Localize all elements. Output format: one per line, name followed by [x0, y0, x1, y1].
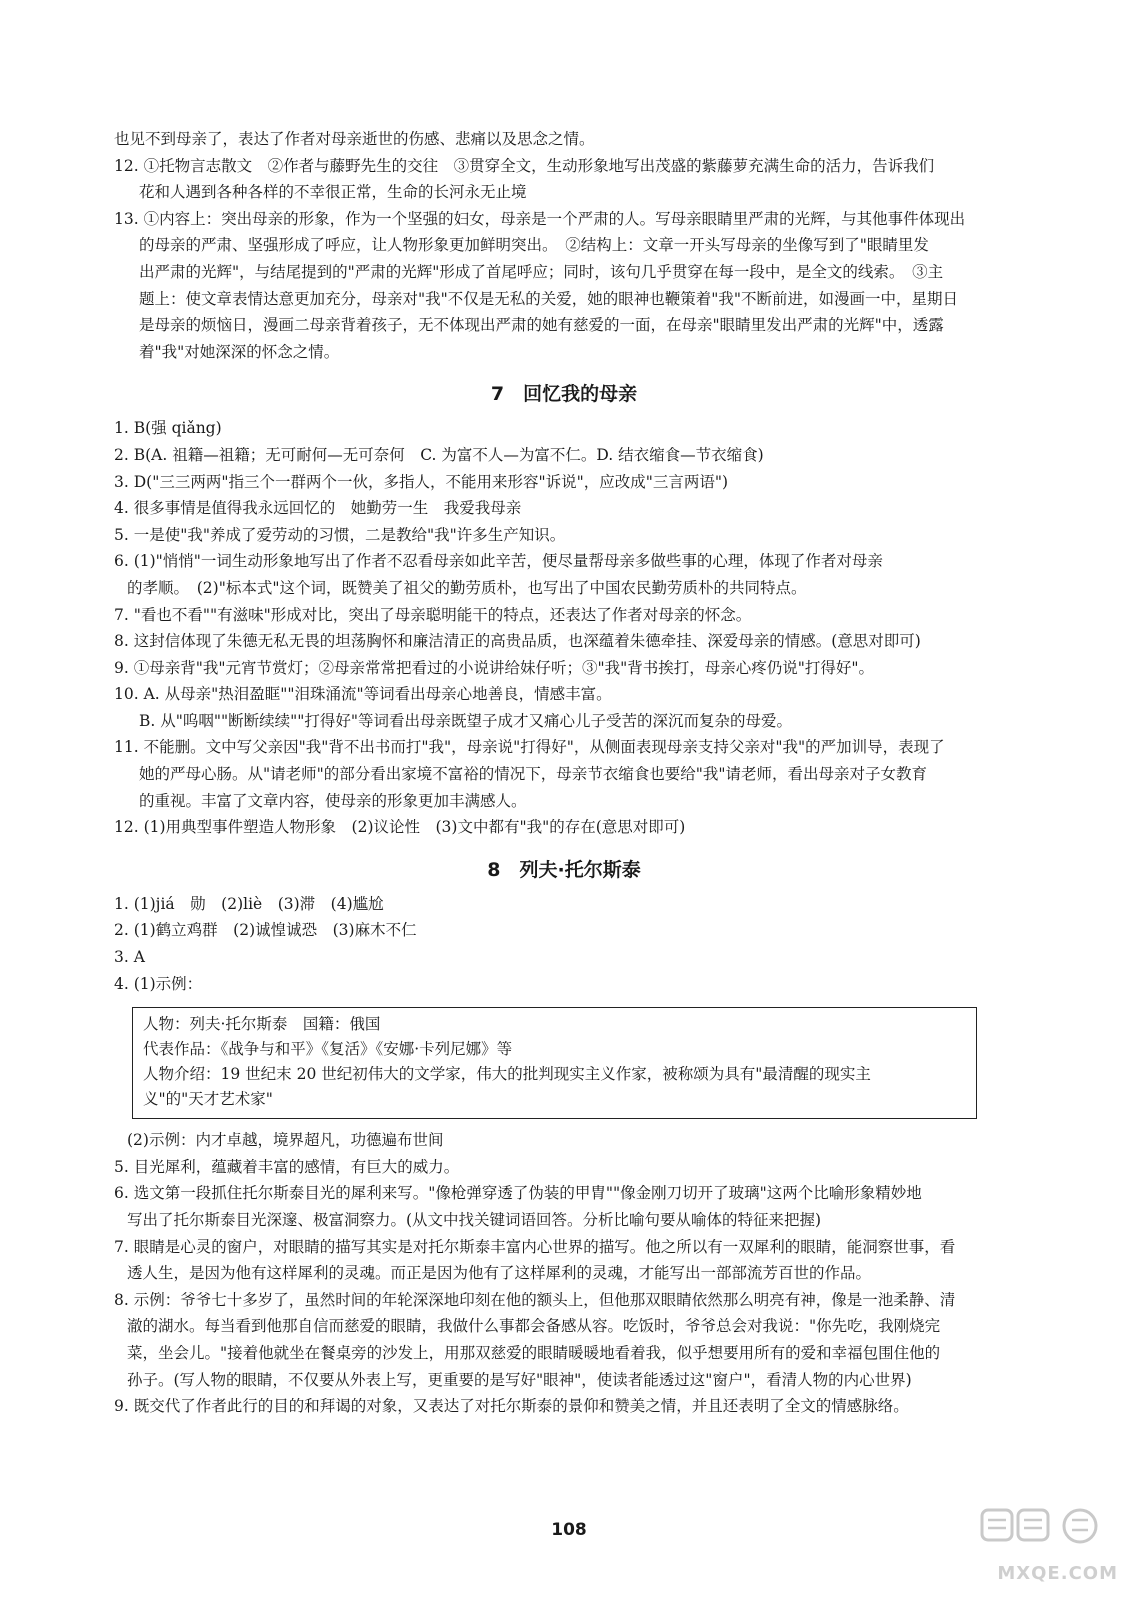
box-line: 代表作品：《战争与和平》《复活》《安娜·卡列尼娜》等: [143, 1040, 513, 1059]
text-line: 着"我"对她深深的怀念之情。: [139, 342, 340, 361]
answer-line: 的孝顺。 (2)"标本式"这个词，既赞美了祖父的勤劳质朴，也写出了中国农民勤劳质朴的共同特点。: [127, 578, 807, 597]
answer-line: 1. B(强 qiǎng): [114, 419, 222, 438]
answer-line: 孙子。(写人物的眼睛，不仅要从外表上写，更重要的是写好"眼神"，使读者能透过这"窗户"，看清人物的内心世界): [127, 1370, 912, 1389]
text-line: 13. ①内容上：突出母亲的形象，作为一个坚强的妇女，母亲是一个严肃的人。写母亲眼睛里严肃的光辉，与其他事件体现出: [114, 209, 966, 228]
answer-line: 9. ①母亲背"我"元宵节赏灯；②母亲常常把看过的小说讲给妹仔听；③"我"背书挨打，母亲心疼仍说"打得好"。: [114, 658, 874, 677]
page-number: 108: [551, 1520, 587, 1540]
answer-line: 的重视。丰富了文章内容，使母亲的形象更加丰满感人。: [139, 791, 527, 810]
answer-line: 3. D("三三两两"指三个一群两个一伙，多指人，不能用来形容"诉说"，应改成"三言两语"): [114, 472, 729, 491]
answer-line: 7. 眼睛是心灵的窗户，对眼睛的描写其实是对托尔斯泰丰富内心世界的描写。他之所以有一双犀利的眼睛，能洞察世事，看: [114, 1237, 956, 1256]
answer-line: 1. (1)jiá 勋 (2)liè (3)滞 (4)尴尬: [114, 894, 384, 913]
answer-line: 她的严母心肠。从"请老师"的部分看出家境不富裕的情况下，母亲节衣缩食也要给"我"请老师，看出母亲对子女教育: [139, 765, 928, 784]
answer-line: 4. (1)示例：: [114, 974, 203, 993]
text-line: 题上：使文章表情达意更加充分，母亲对"我"不仅是无私的关爱，她的眼神也鞭策着"我"不断前进，如漫画一中，星期日: [139, 289, 959, 308]
answer-line: 11. 不能删。文中写父亲因"我"背不出书而打"我"，母亲说"打得好"，从侧面表现母亲支持父亲对"我"的严加训导，表现了: [114, 738, 945, 757]
answer-line: (2)示例：内才卓越，境界超凡，功德遍布世间: [127, 1131, 444, 1150]
watermark-text: MXQE.COM: [997, 1563, 1118, 1584]
answer-line: 6. (1)"悄悄"一词生动形象地写出了作者不忍看母亲如此辛苦，便尽量帮母亲多做些事的心理，体现了作者对母亲: [114, 552, 883, 571]
box-line: 义"的"天才艺术家": [143, 1090, 273, 1109]
answer-line: B. 从"呜咽""断断续续""打得好"等词看出母亲既望子成才又痛心儿子受苦的深沉而复杂的母爱。: [139, 711, 793, 730]
answer-line: 菜，坐会儿。"接着他就坐在餐桌旁的沙发上，用那双慈爱的眼睛暖暖地看着我，似乎想要用所有的爱和幸福包围住他的: [127, 1343, 941, 1362]
section-7-answers: [114, 415, 1014, 841]
box-line: 人物：列夫·托尔斯泰 国籍：俄国: [143, 1015, 381, 1034]
answer-line: 12. (1)用典型事件塑造人物形象 (2)议论性 (3)文中都有"我"的存在(意思对即可): [114, 818, 686, 837]
answer-line: 2. B(A. 祖籍—祖籍；无可耐何—无可奈何 C. 为富不人—为富不仁。D. 结衣缩食—节衣缩食): [114, 445, 764, 464]
text-line: 是母亲的烦恼日，漫画二母亲背着孩子，无不体现出严肃的她有慈爱的一面，在母亲"眼睛里发出严肃的光辉"中，透露: [139, 316, 944, 335]
answer-line: 8. 这封信体现了朱德无私无畏的坦荡胸怀和廉洁清正的高贵品质，也深蕴着朱德牵挂、深爱母亲的情感。(意思对即可): [114, 632, 921, 651]
text-line: 的母亲的严肃、坚强形成了呼应，让人物形象更加鲜明突出。 ②结构上：文章一开头写母亲的坐像写到了"眼睛里发: [139, 236, 929, 255]
answer-line: 7. "看也不看""有滋味"形成对比，突出了母亲聪明能干的特点，还表达了作者对母亲的怀念。: [114, 605, 752, 624]
answer-line: 5. 一是使"我"养成了爱劳动的习惯，二是教给"我"许多生产知识。: [114, 525, 566, 544]
answer-line: 9. 既交代了作者此行的目的和拜谒的对象，又表达了对托尔斯泰的景仰和赞美之情，并且还表明了全文的情感脉络。: [114, 1397, 909, 1416]
box-line: 人物介绍：19 世纪末 20 世纪初伟大的文学家，伟大的批判现实主义作家，被称颂为具有"最清醒的现实主: [143, 1065, 871, 1084]
intro-block: [114, 126, 1014, 365]
answer-line: 3. A: [114, 948, 145, 967]
answer-line: 写出了托尔斯泰目光深邃、极富洞察力。(从文中找关键词语回答。分析比喻句要从喻体的特征来把握): [127, 1211, 822, 1229]
answer-line: 透人生，是因为他有这样犀利的灵魂。而正是因为他有了这样犀利的灵魂，才能写出一部部流芳百世的作品。: [127, 1264, 872, 1283]
answer-line: 4. 很多事情是值得我永远回忆的 她勤劳一生 我爱我母亲: [114, 499, 522, 518]
answer-line: 2. (1)鹤立鸡群 (2)诚惶诚恐 (3)麻木不仁: [114, 921, 417, 940]
text-line: 花和人遇到各种各样的不幸很正常，生命的长河永无止境: [139, 183, 527, 202]
answer-line: 8. 示例：爷爷七十多岁了，虽然时间的年轮深深地印刻在他的额头上，但他那双眼睛依然那么明亮有神，像是一池柔静、清: [114, 1290, 956, 1309]
text-line: 出严肃的光辉"，与结尾提到的"严肃的光辉"形成了首尾呼应；同时，该句几乎贯穿在每一段中，是全文的线索。 ③主: [139, 262, 944, 281]
example-info-box: [132, 1007, 977, 1119]
answer-line: 澈的湖水。每当看到他那自信而慈爱的眼睛，我做什么事都会备感从容。吃饭时，爷爷总会对我说："你先吃，我刚烧完: [127, 1317, 941, 1336]
watermark: [980, 1506, 1120, 1586]
answer-line: 5. 目光犀利，蕴藏着丰富的感情，有巨大的威力。: [114, 1157, 460, 1176]
page-content: [114, 126, 1014, 1420]
text-line: 12. ①托物言志散文 ②作者与藤野先生的交往 ③贯穿全文，生动形象地写出茂盛的紫藤萝充满生命的活力，告诉我们: [114, 156, 935, 175]
answer-line: 10. A. 从母亲"热泪盈眶""泪珠涌流"等词看出母亲心地善良，情感丰富。: [114, 685, 612, 704]
section-title-7: 7 回忆我的母亲: [490, 383, 638, 406]
answer-line: 6. 选文第一段抓住托尔斯泰目光的犀利来写。"像枪弹穿透了伪装的甲胄""像金刚刀切开了玻璃"这两个比喻形象精妙地: [114, 1184, 922, 1203]
section-8-answers: [114, 891, 1014, 1420]
watermark-logo-icon: [980, 1506, 1120, 1556]
section-title-8: 8 列夫·托尔斯泰: [487, 858, 641, 881]
text-line: 也见不到母亲了，表达了作者对母亲逝世的伤感、悲痛以及思念之情。: [114, 130, 595, 148]
